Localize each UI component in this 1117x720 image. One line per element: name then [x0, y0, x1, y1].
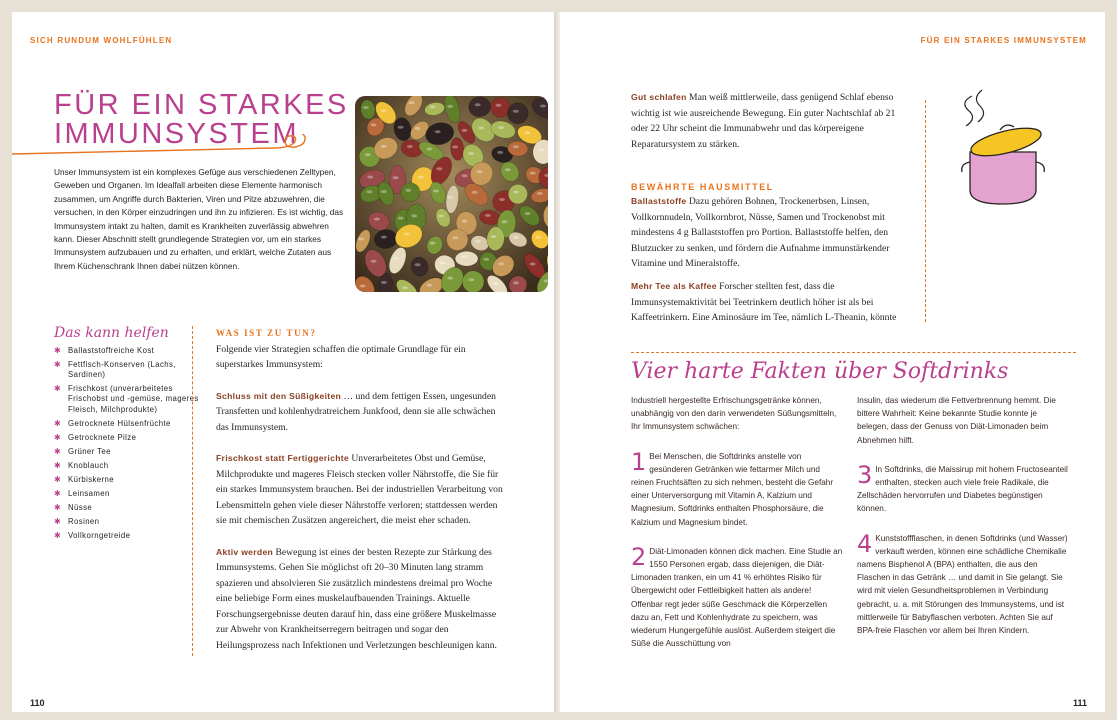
list-item: ✱ Leinsamen: [54, 488, 110, 498]
list-item: ✱ Kürbiskerne: [54, 474, 115, 484]
list-item: ✱ Getrocknete Pilze: [54, 432, 137, 442]
list-item: ✱ Ballaststoffreiche Kost: [54, 346, 155, 355]
bean-highlight: [513, 110, 519, 113]
bean-highlight: [475, 103, 481, 106]
star-bullet-icon: ✱: [54, 346, 61, 355]
bean-highlight: [381, 145, 387, 148]
page-number-right: 111: [1072, 698, 1087, 708]
bean-highlight: [452, 145, 458, 148]
bean-highlight: [440, 261, 446, 264]
strategy-paragraph: Frischkost statt Fertiggerichte Unverarbeitetes Obst und Gemüse, Milchprodukte und mageres Fleisch stecken voller Nährstoffe, die Sie für ein starkes Immunsystem brauchen. Bei der industriellen Verarbeitung von Lebensmitteln gehen viele dieser Nährstoffe verloren; stattdessen werden sie mit chemischen Zusätzen angereichert, die meist eher schaden.: [216, 453, 503, 526]
bean-highlight: [513, 236, 519, 239]
fakt-item: 1 Bei Menschen, die Softdrinks anstelle von gesünderen Getränken wie fettarmer Milch und reinen Fruchtsäften zu sich nehmen, besteht die Gefahr einer Unterversorgung mit Vitamin A, Kalzium und Magnesium. Softdrinks enthalten Phosphorsäure, die Kalzium und Magnesium bindet.: [631, 447, 834, 527]
strategies-column: [216, 326, 504, 669]
bean-highlight: [404, 233, 410, 236]
helfen-list: [54, 346, 202, 545]
star-bullet-icon: ✱: [54, 460, 61, 470]
bean-highlight: [426, 148, 432, 151]
fakten-title: Vier harte Fakten über Softdrinks: [631, 359, 1009, 384]
bean-highlight: [430, 242, 436, 245]
bean-highlight: [513, 145, 519, 148]
bean-highlight: [405, 189, 411, 192]
bean-highlight: [371, 260, 377, 263]
bean-highlight: [415, 263, 421, 266]
list-item: ✱ Grüner Tee: [54, 446, 111, 456]
bean-highlight: [468, 152, 474, 155]
bean-highlight: [462, 255, 468, 258]
star-bullet-icon: ✱: [54, 530, 61, 540]
bean-highlight: [478, 126, 484, 129]
bean-highlight: [497, 151, 503, 154]
bean-highlight: [483, 258, 489, 261]
divider-dashed: [925, 100, 926, 322]
bean-highlight: [498, 126, 504, 129]
bean-highlight: [530, 263, 536, 266]
bean-highlight: [402, 286, 408, 289]
bean-shape: [455, 251, 478, 266]
divider-dashed: [192, 326, 193, 656]
strategy-paragraph: Schluss mit den Süßigkeiten … und dem fettigen Essen, ungesunden Transfetten und kohlenhydratreichem Junkfood, denn sie alle schwächen das Immunsystem.: [216, 390, 496, 433]
star-bullet-icon: ✱: [54, 360, 61, 369]
bean-highlight: [499, 198, 505, 201]
bean-highlight: [367, 176, 373, 179]
star-bullet-icon: ✱: [54, 418, 61, 428]
bean-highlight: [496, 104, 502, 107]
title-line-1: FÜR EIN STARKES: [54, 89, 349, 121]
list-item: ✱ Frischkost (unverarbeitetes Frischobst und -gemüse, mageres Fleisch, Milchprodukte): [54, 384, 199, 414]
bean-highlight: [537, 192, 543, 195]
bean-highlight: [502, 220, 508, 223]
bean-highlight: [393, 176, 399, 179]
bean-highlight: [472, 191, 478, 194]
bean-highlight: [393, 257, 399, 260]
star-bullet-icon: ✱: [54, 474, 61, 484]
star-bullet-icon: ✱: [54, 446, 61, 456]
bean-highlight: [462, 220, 468, 223]
bean-highlight: [485, 214, 491, 217]
bean-highlight: [477, 170, 483, 173]
divider-dashed-horizontal: [631, 352, 1076, 353]
bean-highlight: [462, 129, 468, 132]
hausmittel-heading: BEWÄHRTE HAUSMITTEL: [631, 182, 774, 192]
bean-highlight: [358, 237, 364, 240]
bean-highlight: [398, 217, 404, 220]
left-page: [12, 12, 554, 712]
fakt-item: 4 Kunststoffflaschen, in denen Softdrinks (und Wasser) verkauft werden, können eine schädliche Chemikalie namens Bisphenol A (BPA) enthalten, die aus den Flaschen in das Getränk … und damit in Sie gelangt. Sie wird mit vielen Gesundheitsproblemen in Verbindung gebracht, u. a. mit Störungen des Immunsystems, und ist mittlerweile für Babyflaschen verboten. Achten Sie auf BPA-freie Flaschen vor allem bei Ihren Kindern.: [857, 529, 1068, 636]
bean-highlight: [447, 277, 453, 280]
bean-highlight: [498, 262, 504, 265]
section-heading: WAS IST ZU TUN?: [216, 328, 317, 338]
bean-highlight: [407, 145, 413, 148]
cooking-pot-icon: [958, 86, 1068, 211]
bean-highlight: [381, 109, 387, 112]
list-item: ✱ Fettfisch-Konserven (Lachs, Sardinen): [54, 360, 176, 380]
tee-paragraph: Mehr Tee als Kaffee Forscher stellten fest, dass die Immunsystemaktivität bei Teetrinkern deutlich höher ist als bei Kaffeetrinkern. Eine Aminosäure im Tee, nämlich L-Theanin, könnte: [631, 281, 897, 323]
bean-highlight: [430, 105, 436, 108]
bean-highlight: [492, 282, 498, 285]
bean-highlight: [513, 281, 519, 284]
bean-highlight: [475, 240, 481, 243]
intro-paragraph: Unser Immunsystem ist ein komplexes Gefüge aus verschiedenen Zelltypen, Geweben und Organen. Im Idealfall arbeiten diese Elemente harmonisch zusammen, um Angriffe durch Bakterien, Viren und Pilze abzuwehren, die versuchen, in den Körper einzudringen und ihn zu infizieren. Es ist wichtig, das Immunsystem intakt zu halten, damit es Krankheiten zuverlässig abwehren kann. Dieser Abschnitt stellt grundlegende Strategien vor, um ein starkes Immunsystem aufzubauen und zu erhalten, und erklärt, welche Zutaten aus Ihrem Küchenschrank Ihnen dabei nützen können.: [54, 167, 344, 271]
title-line-2: IMMUNSYSTEM: [54, 118, 299, 150]
list-item: ✱ Getrocknete Hülsenfrüchte: [54, 418, 171, 428]
list-item: ✱ Knoblauch: [54, 460, 109, 470]
bean-highlight: [371, 123, 377, 126]
running-head-right: FÜR EIN STARKES IMMUNSYSTEM: [920, 36, 1087, 45]
fakten-intro: Industriell hergestellte Erfrischungsgetränke können, unabhängig von den darin verwendeten Süßungsmitteln, Ihr Immunsystem schwächen:: [631, 396, 837, 432]
schlafen-paragraph: Gut schlafen Man weiß mittlerweile, dass genügend Schlaf ebenso wichtig ist wie ausreichende Bewegung. Ein guter Nachtschlaf ab 21 oder 22 Uhr scheint die Immunabwehr und das körpereigene Reparatursystem zu stärken.: [631, 92, 896, 150]
fakt-item: 2 Diät-Limonaden können dick machen. Eine Studie an 1550 Personen ergab, dass diejenigen, die Diät-Limonaden tranken, ein um 41 % erhöhtes Risiko für Übergewicht oder Fettleibigkeit hatten als andere! Offenbar regt jeder süße Geschmack die Körperzellen dazu an, Fett und Kohlenhydrate zu speichern, was wiederum Hungergefühle auslöst. Außerdem steigert die Süße die Ausschüttung von: [631, 542, 843, 649]
bean-highlight: [415, 127, 421, 130]
bean-highlight: [540, 105, 546, 108]
helfen-title: Das kann helfen: [54, 325, 169, 341]
bean-highlight: [409, 101, 415, 104]
bean-highlight: [366, 190, 372, 193]
bean-highlight: [535, 236, 541, 239]
bean-highlight: [411, 214, 417, 217]
bean-highlight: [381, 190, 387, 193]
section-intro: Folgende vier Strategien schaffen die optimale Grundlage für ein superstarkes Immunsystem:: [216, 343, 466, 370]
bean-highlight: [447, 196, 453, 199]
bean-highlight: [505, 168, 511, 171]
star-bullet-icon: ✱: [54, 432, 61, 442]
swirl-ornament-icon: [12, 134, 322, 164]
beans-photo: [355, 96, 548, 292]
bean-highlight: [436, 167, 442, 170]
bean-highlight: [381, 236, 387, 239]
page-number-left: 110: [30, 698, 45, 708]
star-bullet-icon: ✱: [54, 384, 61, 394]
running-head-left: SICH RUNDUM WOHLFÜHLEN: [30, 36, 173, 45]
bean-highlight: [435, 130, 441, 133]
bean-highlight: [433, 190, 439, 193]
bean-highlight: [438, 214, 444, 217]
bean-highlight: [538, 148, 544, 151]
bean-highlight: [491, 235, 497, 238]
bean-highlight: [530, 172, 536, 175]
bean-highlight: [418, 176, 424, 179]
bean-highlight: [513, 191, 519, 194]
bean-highlight: [452, 236, 458, 239]
bean-highlight: [426, 284, 432, 287]
strategy-paragraph: Aktiv werden Bewegung ist eines der besten Rezepte zur Stärkung des Immunsystems. Gehen Sie möglichst oft 20–30 Minuten lang stramm spazieren und absolvieren Sie zusätzlich mindestens dreimal pro Woche eine beliebige Form eines muskelaufbauenden Trainings. Aktuelle Forschungsergebnisse deuten darauf hin, dass eine größere Muskelmasse zur Abwehr von Krankheitserregern beitragen und sogar den Heilungsprozess nach Infektionen und Verletzungen beschleunigen kann.: [216, 546, 497, 651]
ballaststoffe-paragraph: Ballaststoffe Dazu gehören Bohnen, Trockenerbsen, Linsen, Vollkornnudeln, Vollkornbrot, Nüsse, Samen und Trockenobst mit mindestens 4 g Ballaststoffen pro Portion. Ballaststoffe helfen, den Blutzucker zu senken, und fördern die Aufnahme immunstärkender Vitamine und Mineralstoffe.: [631, 196, 890, 269]
bean-highlight: [398, 126, 404, 129]
bean-highlight: [462, 174, 468, 177]
star-bullet-icon: ✱: [54, 488, 61, 498]
bean-highlight: [374, 218, 380, 221]
fakten-column-1: [631, 394, 843, 666]
bean-highlight: [360, 285, 366, 288]
bean-highlight: [468, 278, 474, 281]
star-bullet-icon: ✱: [54, 516, 61, 526]
list-item: ✱ Rosinen: [54, 516, 100, 526]
fakt-item: 3 In Softdrinks, die Maissirup mit hohem Fructoseanteil enthalten, stecken auch viele freie Radikale, die Zellschäden hervorrufen und Diabetes begünstigen können.: [857, 460, 1068, 514]
right-page: [560, 12, 1105, 712]
list-item: ✱ Vollkorngetreide: [54, 530, 131, 540]
bean-highlight: [363, 106, 369, 109]
star-bullet-icon: ✱: [54, 502, 61, 512]
bean-highlight: [447, 105, 453, 108]
bean-highlight: [525, 131, 531, 134]
list-item: ✱ Nüsse: [54, 502, 93, 512]
fakt-item-continued: Insulin, das wiederum die Fettverbrennung hemmt. Die bittere Wahrheit: Keine bekannte Studie konnte je belegen, dass der Genuss von Diät-Limonaden beim Abnehmen hilft.: [857, 396, 1056, 445]
bean-highlight: [365, 153, 371, 156]
bean-highlight: [381, 281, 387, 284]
bean-highlight: [525, 212, 531, 215]
fakten-column-2: [857, 394, 1069, 653]
